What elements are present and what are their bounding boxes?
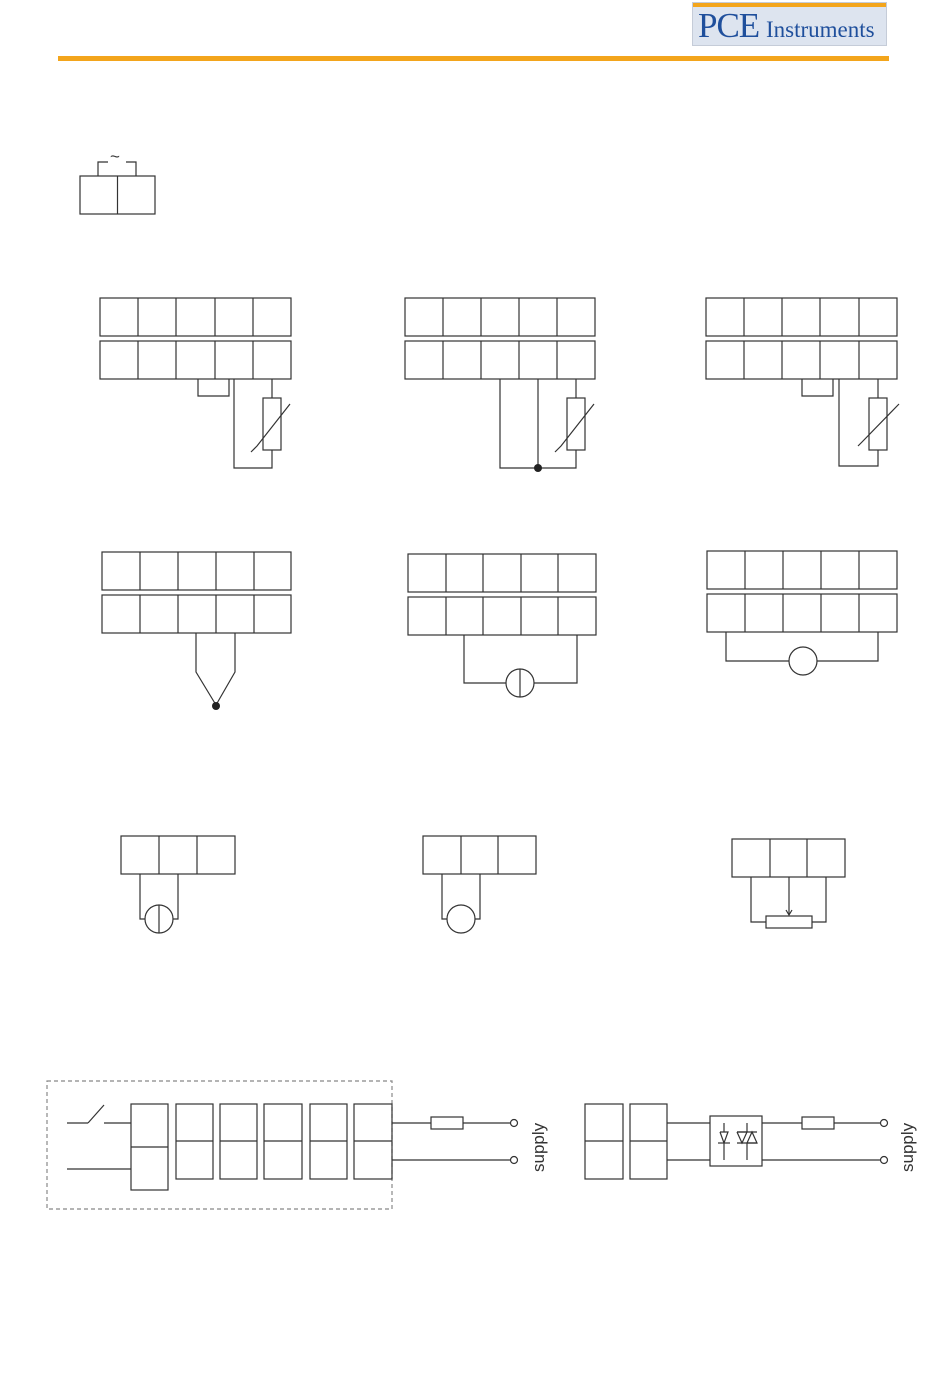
supply-label-ssr: supply — [898, 1122, 917, 1172]
terminal-block-potentiometer — [732, 839, 845, 928]
power-terminal — [80, 147, 155, 214]
terminal-block-voltage-input — [707, 551, 897, 675]
terminal-block-rtd-2wire — [100, 298, 291, 468]
supply-label-relay: supply — [529, 1122, 548, 1172]
logo-instruments-text: Instruments — [766, 17, 875, 42]
terminal-block-current-input — [408, 554, 596, 697]
supply-symbol-label: ~ — [110, 147, 120, 166]
terminal-block-rtd-3wire — [405, 298, 595, 472]
terminal-block-thermocouple — [102, 552, 291, 710]
terminal-block-small-voltage — [423, 836, 536, 933]
terminal-block-small-current — [121, 836, 235, 933]
logo-pce-text: PCE — [698, 6, 760, 45]
ssr-output-diagram — [585, 1104, 917, 1179]
terminal-block-rtd-alt — [706, 298, 899, 466]
relay-output-diagram — [47, 1081, 548, 1209]
